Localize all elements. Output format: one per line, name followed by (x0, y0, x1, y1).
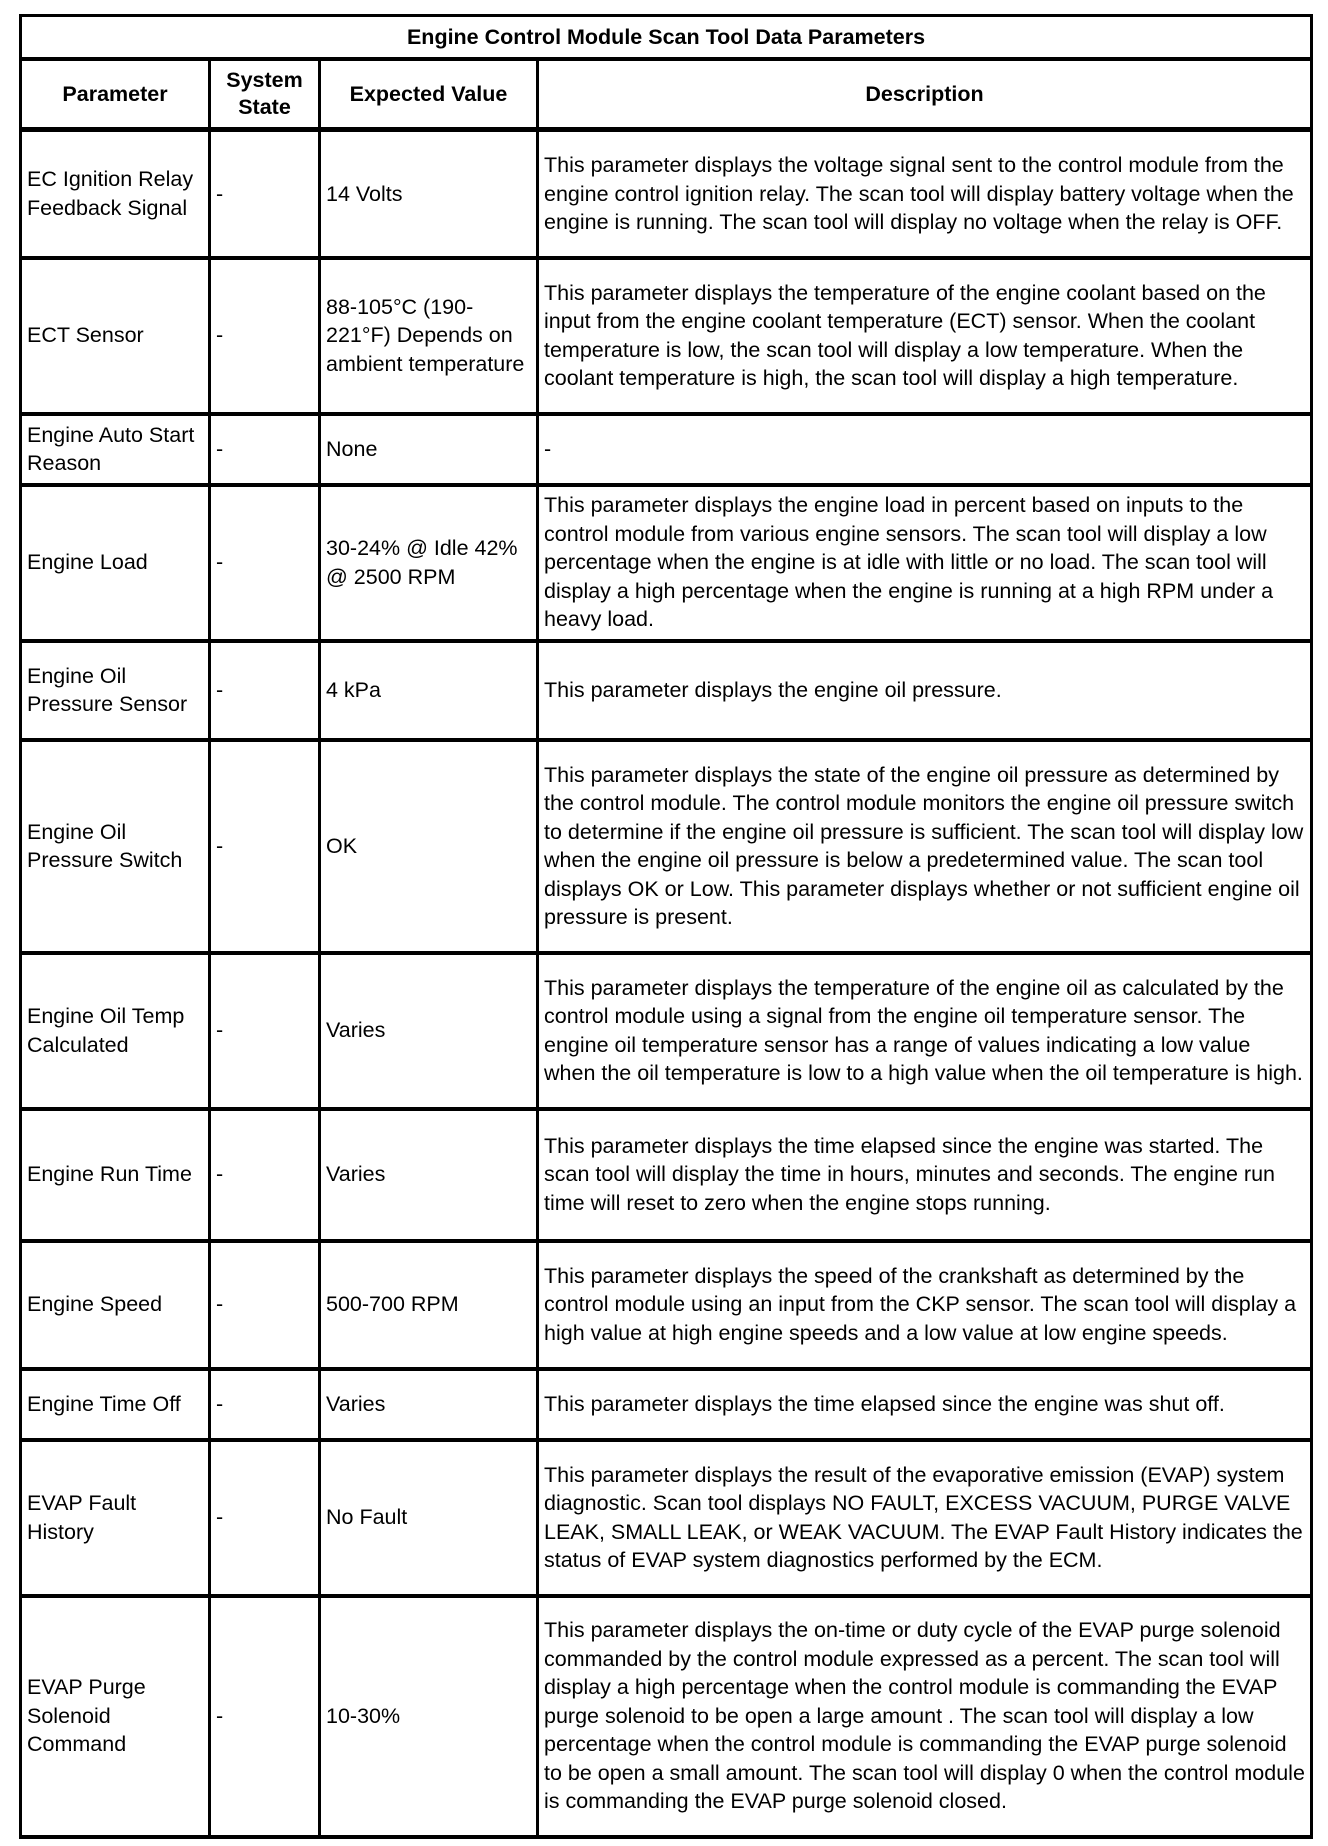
expected-value-cell: Varies (320, 1369, 538, 1440)
parameter-cell: Engine Load (21, 485, 210, 641)
header-expected-value: Expected Value (320, 59, 538, 130)
system-state-cell: - (210, 1596, 320, 1837)
parameter-cell: Engine Time Off (21, 1369, 210, 1440)
expected-value-cell: 10-30% (320, 1596, 538, 1837)
description-cell: This parameter displays the result of the evaporative emission (EVAP) system diagnostic. Scan tool displays NO FAULT, EXCESS VACUUM, PURGE VALVE LEAK, SMALL LEAK, or WEAK VACUUM. The EVAP Fault History indicates the status of EVAP system diagnostics performed by the ECM. (538, 1440, 1312, 1596)
system-state-cell: - (210, 414, 320, 485)
system-state-cell: - (210, 740, 320, 953)
expected-value-cell: 4 kPa (320, 641, 538, 740)
parameter-cell: Engine Oil Temp Calculated (21, 953, 210, 1109)
expected-value-cell: 30-24% @ Idle 42% @ 2500 RPM (320, 485, 538, 641)
expected-value-cell: No Fault (320, 1440, 538, 1596)
table-row (21, 414, 1312, 485)
description-cell: This parameter displays the engine load in percent based on inputs to the control module from various engine sensors. The scan tool will display a low percentage when the engine is at idle with little or no load. The scan tool will display a high percentage when the engine is running at a high RPM under a heavy load. (538, 485, 1312, 641)
description-cell: - (538, 414, 1312, 485)
expected-value-cell: None (320, 414, 538, 485)
expected-value-cell: Varies (320, 953, 538, 1109)
description-cell: This parameter displays the engine oil pressure. (538, 641, 1312, 740)
description-cell: This parameter displays the time elapsed since the engine was started. The scan tool will display the time in hours, minutes and seconds. The engine run time will reset to zero when the engine stops running. (538, 1109, 1312, 1241)
system-state-cell: - (210, 485, 320, 641)
description-cell: This parameter displays the temperature of the engine coolant based on the input from the engine coolant temperature (ECT) sensor. When the coolant temperature is low, the scan tool will display a low temperature. When the coolant temperature is high, the scan tool will display a high temperature. (538, 258, 1312, 414)
system-state-cell: - (210, 1241, 320, 1369)
expected-value-cell: Varies (320, 1109, 538, 1241)
parameter-cell: Engine Speed (21, 1241, 210, 1369)
header-system-state: System State (210, 59, 320, 130)
system-state-cell: - (210, 641, 320, 740)
table-row (21, 953, 1312, 1109)
description-cell: This parameter displays the temperature of the engine oil as calculated by the control module using a signal from the engine oil temperature sensor. The engine oil temperature sensor has a range of values indicating a low value when the oil temperature is low to a high value when the oil temperature is high. (538, 953, 1312, 1109)
table-row (21, 1369, 1312, 1440)
header-description: Description (538, 59, 1312, 130)
table-row (21, 1440, 1312, 1596)
description-cell: This parameter displays the state of the engine oil pressure as determined by the control module. The control module monitors the engine oil pressure switch to determine if the engine oil pressure is sufficient. The scan tool will display low when the engine oil pressure is below a predetermined value. The scan tool displays OK or Low. This parameter displays whether or not sufficient engine oil pressure is present. (538, 740, 1312, 953)
description-cell: This parameter displays the on-time or duty cycle of the EVAP purge solenoid commanded by the control module expressed as a percent. The scan tool will display a high percentage when the control module is commanding the EVAP purge solenoid to be open a large amount . The scan tool will display a low percentage when the control module is commanding the EVAP purge solenoid to be open a small amount. The scan tool will display 0 when the control module is commanding the EVAP purge solenoid closed. (538, 1596, 1312, 1837)
parameter-cell: EVAP Purge Solenoid Command (21, 1596, 210, 1837)
parameter-cell: EVAP Fault History (21, 1440, 210, 1596)
parameter-cell: Engine Oil Pressure Sensor (21, 641, 210, 740)
parameter-cell: EC Ignition Relay Feedback Signal (21, 130, 210, 258)
parameter-cell: Engine Oil Pressure Switch (21, 740, 210, 953)
parameter-cell: Engine Run Time (21, 1109, 210, 1241)
description-cell: This parameter displays the time elapsed since the engine was shut off. (538, 1369, 1312, 1440)
table-row (21, 258, 1312, 414)
parameter-cell: Engine Auto Start Reason (21, 414, 210, 485)
system-state-cell: - (210, 130, 320, 258)
system-state-cell: - (210, 1369, 320, 1440)
expected-value-cell: 14 Volts (320, 130, 538, 258)
table-row (21, 641, 1312, 740)
description-cell: This parameter displays the voltage signal sent to the control module from the engine control ignition relay. The scan tool will display battery voltage when the engine is running. The scan tool will display no voltage when the relay is OFF. (538, 130, 1312, 258)
system-state-cell: - (210, 258, 320, 414)
table-title: Engine Control Module Scan Tool Data Parameters (21, 16, 1312, 60)
expected-value-cell: 88-105°C (190-221°F) Depends on ambient temperature (320, 258, 538, 414)
expected-value-cell: OK (320, 740, 538, 953)
table-row (21, 1241, 1312, 1369)
system-state-cell: - (210, 1109, 320, 1241)
description-cell: This parameter displays the speed of the crankshaft as determined by the control module using an input from the CKP sensor. The scan tool will display a high value at high engine speeds and a low value at low engine speeds. (538, 1241, 1312, 1369)
header-parameter: Parameter (21, 59, 210, 130)
expected-value-cell: 500-700 RPM (320, 1241, 538, 1369)
system-state-cell: - (210, 953, 320, 1109)
table-row (21, 1596, 1312, 1837)
table-row (21, 130, 1312, 258)
parameter-cell: ECT Sensor (21, 258, 210, 414)
table-row (21, 485, 1312, 641)
table-row (21, 740, 1312, 953)
scan-tool-data-table (19, 14, 1313, 1839)
table-row (21, 1109, 1312, 1241)
system-state-cell: - (210, 1440, 320, 1596)
